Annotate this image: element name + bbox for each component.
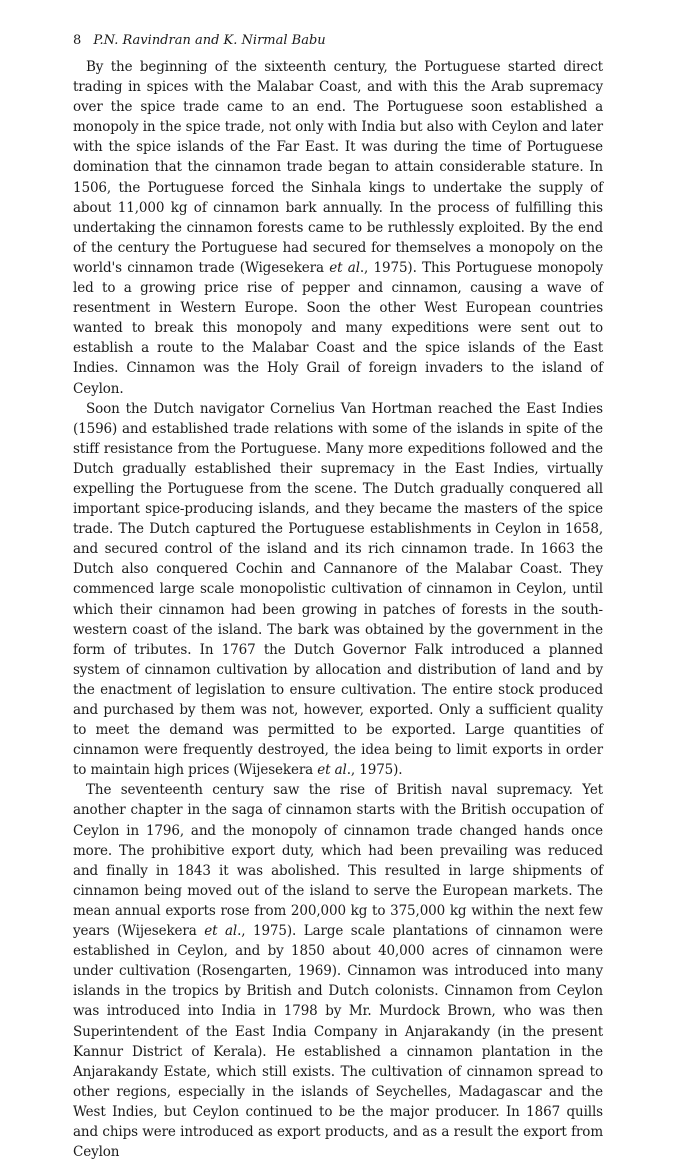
book-page	[73, 32, 603, 1162]
paragraph-portuguese-trade	[73, 57, 603, 399]
text-run: The seventeenth century saw the rise of British naval supremacy. Yet another chapter in the saga of cinnamon starts with the British occupation of Ceylon in 1796, and the monopoly of cinnamon trade changed hands once more. The prohibitive export duty, which had been prevailing was reduced and finally in 1843 it was abolished. This resulted in large shipments of cinnamon being moved out of the island to serve the European markets. The mean annual exports rose from 200,000 kg to 375,000 kg within the next few years (Wijesekera	[73, 782, 603, 940]
page-number: 8	[73, 33, 82, 48]
citation-et-al: et al	[329, 259, 360, 276]
text-run: By the beginning of the sixteenth century, the Portuguese started direct trading in spices with the Malabar Coast, and with this the Arab supremacy over the spice trade came to an end. The Portuguese soon established a monopoly in the spice trade, not only with India but also with Ceylon and later with the spice islands of the Far East. It was during the time of Portuguese domination that the cinnamon trade began to attain considerable stature. In 1506, the Portuguese forced the Sinhala kings to undertake the supply of about 11,000 kg of cinnamon bark annually. In the process of fulfilling this undertaking the cinnamon forests came to be ruthlessly exploited. By the end of the century the Portuguese had secured for themselves a monopoly on the world's cinnamon trade (Wigesekera	[73, 59, 603, 276]
citation-et-al: et al	[204, 923, 238, 940]
paragraph-british-trade	[73, 780, 603, 1162]
running-head-authors: P.N. Ravindran and K. Nirmal Babu	[93, 33, 326, 48]
paragraph-dutch-trade	[73, 399, 603, 781]
text-run: ., 1975). This Portuguese monopoly led to a growing price rise of pepper and cinnamon, causing a wave of resentment in Western Europe. Soon the other West European countries wanted to break this monopoly and many expeditions were sent out to establish a route to the Malabar Coast and the spice islands of the East Indies. Cinnamon was the Holy Grail of foreign invaders to the island of Ceylon.	[73, 259, 603, 397]
running-head	[73, 32, 603, 50]
text-run: Soon the Dutch navigator Cornelius Van Hortman reached the East Indies (1596) and established trade relations with some of the islands in spite of the stiff resistance from the Portuguese. Many more expeditions followed and the Dutch gradually established their supremacy in the East Indies, virtually expelling the Portuguese from the scene. The Dutch gradually conquered all important spice-producing islands, and they became the masters of the spice trade. The Dutch captured the Portuguese establishments in Ceylon in 1658, and secured control of the island and its rich cinnamon trade. In 1663 the Dutch also conquered Cochin and Cannanore of the Malabar Coast. They commenced large scale monopolistic cultivation of cinnamon in Ceylon, until which their cinnamon had been growing in patches of forests in the south-western coast of the island. The bark was obtained by the government in the form of tributes. In 1767 the Dutch Governor Falk introduced a planned system of cinnamon cultivation by allocation and distribution of land and by the enactment of legislation to ensure cultivation. The entire stock produced and purchased by them was not, however, exported. Only a sufficient quality to meet the demand was permitted to be exported. Large quantities of cinnamon were frequently destroyed, the idea being to limit exports in order to maintain high prices (Wijesekera	[73, 400, 603, 779]
text-run: ., 1975).	[346, 762, 403, 779]
citation-et-al: et al	[317, 762, 347, 779]
text-run: ., 1975). Large scale plantations of cinnamon were established in Ceylon, and by 1850 about 40,000 acres of cinnamon were under cultivation (Rosengarten, 1969). Cinnamon was introduced into many islands in the tropics by British and Dutch colonists. Cinnamon from Ceylon was introduced into India in 1798 by Mr. Murdock Brown, who was then Superintendent of the East India Company in Anjarakandy (in the present Kannur District of Kerala). He established a cinnamon plantation in the Anjarakandy Estate, which still exists. The cultivation of cinnamon spread to other regions, especially in the islands of Seychelles, Madagascar and the West Indies, but Ceylon continued to be the major producer. In 1867 quills and chips were introduced as export products, and as a result the export from Ceylon	[73, 923, 603, 1161]
